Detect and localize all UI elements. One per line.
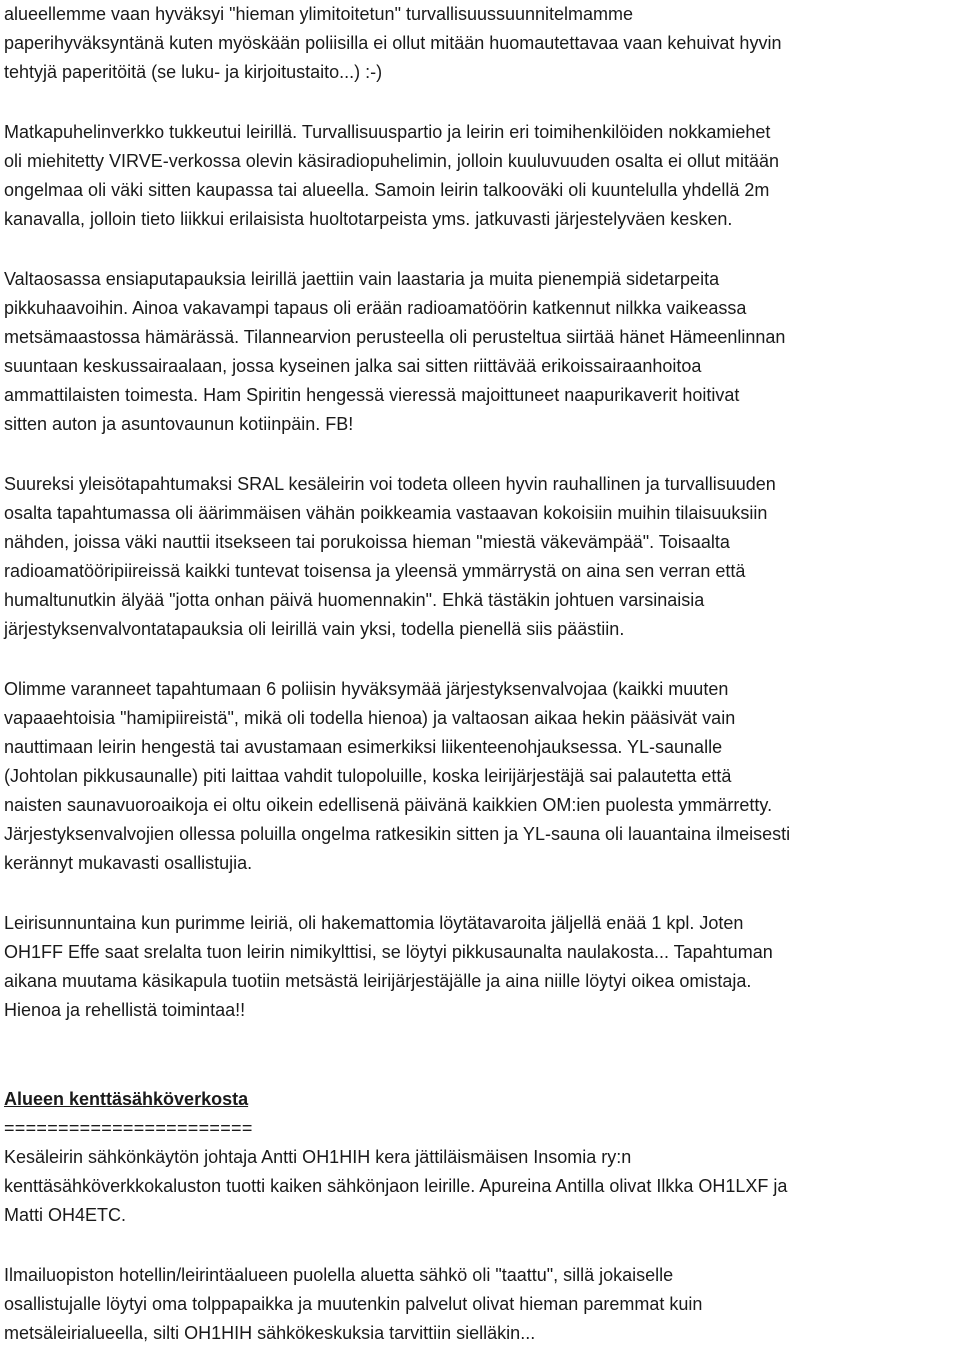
text-line: kerännyt mukavasti osallistujia. (4, 853, 253, 873)
text-line: nähden, joissa väki nauttii itsekseen tai porukoissa hieman "miestä väkevämpää". Toisaalta (4, 532, 730, 552)
text-line: OH1FF Effe saat srelalta tuon leirin nimikylttisi, se löytyi pikkusaunalta naulakosta... Tapahtuman (4, 942, 773, 962)
document-page (4, 0, 958, 1348)
paragraph-public-event (4, 470, 958, 644)
text-line: paperihyväksyntänä kuten myöskään poliisilla ei ollut mitään huomautettavaa vaan kehuivat hyvin (4, 33, 782, 53)
text-line: pikkuhaavoihin. Ainoa vakavampi tapaus oli erään radioamatöörin katkennut nilkka vaikeassa (4, 298, 747, 318)
paragraph-radio-network (4, 118, 958, 234)
text-line: Matkapuhelinverkko tukkeutui leirillä. Turvallisuuspartio ja leirin eri toimihenkilöiden nokkamiehet (4, 122, 771, 142)
text-line: järjestyksenvalvontatapauksia oli leirillä vain yksi, todella pienellä siis päästiin. (4, 619, 625, 639)
text-line: metsäleirialueella, silti OH1HIH sähkökeskuksia tarvittiin sielläkin... (4, 1323, 536, 1343)
text-line: kanavalla, jolloin tieto liikkui erilaisista huoltotarpeista yms. jatkuvasti järjestelyväen kesken. (4, 209, 733, 229)
text-line: alueellemme vaan hyväksyi "hieman ylimitoitetun" turvallisuussuunnitelmamme (4, 4, 634, 24)
paragraph-security-staff (4, 675, 958, 878)
text-line: Olimme varanneet tapahtumaan 6 poliisin hyväksymää järjestyksenvalvojaa (kaikki muuten (4, 679, 729, 699)
text-line: suuntaan keskussairaalaan, jossa kyseinen jalka sai sitten riittävää erikoissairaanhoitoa (4, 356, 702, 376)
text-line: Valtaosassa ensiaputapauksia leirillä jaettiin vain laastaria ja muita pienempiä sidetarpeita (4, 269, 720, 289)
text-line: vapaaehtoisia "hamipiireistä", mikä oli todella hienoa) ja valtaosan aikaa hekin pääsivät vain (4, 708, 736, 728)
text-line: ongelmaa oli väki sitten kaupassa tai alueella. Samoin leirin talkooväki oli kuuntelulla yhdellä 2m (4, 180, 770, 200)
paragraph-power-hotel-area (4, 1261, 958, 1348)
text-line: Suureksi yleisötapahtumaksi SRAL kesäleirin voi todeta olleen hyvin rauhallinen ja turvallisuuden (4, 474, 776, 494)
text-line: Kesäleirin sähkönkäytön johtaja Antti OH1HIH kera jättiläismäisen Insomia ry:n (4, 1147, 632, 1167)
text-line: radioamatööripiireissä kaikki tuntevat toisensa ja yleensä ymmärrystä on aina sen verran että (4, 561, 746, 581)
section-heading: Alueen kenttäsähköverkosta (4, 1089, 249, 1109)
section-underline-rule: ======================= (4, 1118, 253, 1138)
text-line: kenttäsähköverkkokaluston tuotti kaiken sähkönjaon leirille. Apureina Antilla olivat Ilkka OH1LXF ja (4, 1176, 788, 1196)
text-line: Ilmailuopiston hotellin/leirintäalueen puolella aluetta sähkö oli "taattu", sillä jokaiselle (4, 1265, 674, 1285)
paragraph-first-aid (4, 265, 958, 439)
text-line: sitten auton ja asuntovaunun kotiinpäin. FB! (4, 414, 354, 434)
text-line: oli miehitetty VIRVE-verkossa olevin käsiradiopuhelimin, jolloin kuuluvuuden osalta ei ollut mitään (4, 151, 780, 171)
text-line: Hienoa ja rehellistä toimintaa!! (4, 1000, 246, 1020)
text-line: Matti OH4ETC. (4, 1205, 127, 1225)
text-line: osalta tapahtumassa oli äärimmäisen vähän poikkeamia vastaavan kokoisiin muihin tilaisuuksiin (4, 503, 768, 523)
paragraph-lost-and-found (4, 909, 958, 1025)
text-line: Järjestyksenvalvojien ollessa poluilla ongelma ratkesikin sitten ja YL-sauna oli lauantaina ilmeisesti (4, 824, 791, 844)
text-line: humaltunutkin älyää "jotta onhan päivä huomennakin". Ehkä tästäkin johtuen varsinaisia (4, 590, 705, 610)
text-line: Leirisunnuntaina kun purimme leiriä, oli hakemattomia löytätavaroita jäljellä enää 1 kpl. Joten (4, 913, 744, 933)
text-line: metsämaastossa hämärässä. Tilannearvion perusteella oli perusteltua siirtää hänet Hämeenlinnan (4, 327, 786, 347)
text-line: tehtyjä paperitöitä (se luku- ja kirjoitustaito...) :-) (4, 62, 383, 82)
text-line: ammattilaisten toimesta. Ham Spiritin hengessä vieressä majoittuneet naapurikaverit hoitivat (4, 385, 740, 405)
text-line: osallistujalle löytyi oma tolppapaikka ja muutenkin palvelut olivat hieman paremmat kuin (4, 1294, 703, 1314)
text-line: (Johtolan pikkusaunalle) piti laittaa vahdit tulopoluille, koska leirijärjestäjä sai palautetta että (4, 766, 732, 786)
text-line: nauttimaan leirin hengestä tai avustamaan esimerkiksi liikenteenohjauksessa. YL-saunalle (4, 737, 723, 757)
paragraph-power-lead (4, 1143, 958, 1230)
paragraph-permits (4, 0, 958, 87)
text-line: aikana muutama käsikapula tuotiin metsästä leirijärjestäjälle ja aina niille löytyi oikea omistaja. (4, 971, 752, 991)
text-line: naisten saunavuoroaikoja ei oltu oikein edellisenä päivänä kaikkien OM:ien puolesta ymmärretty. (4, 795, 773, 815)
